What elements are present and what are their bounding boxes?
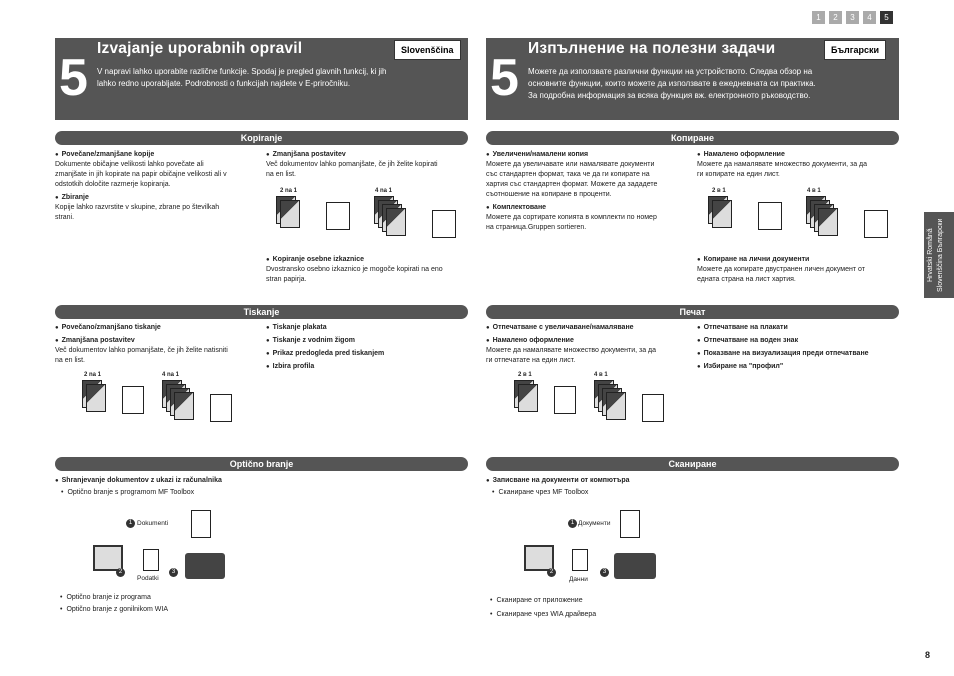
sl-print-right: ● Tiskanje plakata ● Tiskanje z vodnim žigom ● Prikaz predogleda pred tiskanjem ● Izbira profila — [266, 323, 471, 372]
bg-print-4in1-label: 4 в 1 — [594, 372, 608, 378]
sl-copy-right: ● Zmanjšana postavitev Več dokumentov lahko pomanjšate, če jih želite kopirati na en list. — [266, 150, 471, 180]
sl-print-2in1-label: 2 na 1 — [84, 372, 102, 378]
bg-lang-badge: Български — [824, 40, 886, 60]
page-nav-1[interactable]: 1 — [812, 11, 825, 24]
sl-intro: V napravi lahko uporabite različne funkcije. Spodaj je pregled glavnih funkcij, ki jih lahko redno uporabljate. Podrobnosti o funkcijah najdete v E-priročniku. — [97, 67, 387, 88]
sl-copy-bar: Kopiranje — [55, 131, 468, 145]
page-nav-3[interactable]: 3 — [846, 11, 859, 24]
sl-monitor-icon — [93, 545, 123, 571]
sl-print-4in1-label: 4 na 1 — [162, 372, 180, 378]
sl-print-bar: Tiskanje — [55, 305, 468, 319]
sl-copy-left: ● Povečane/zmanjšane kopije Dokumente običajne velikosti lahko povečate ali zmanjšate in jih kopirate na papir običajne velikosti ali v odstotkih določite razmerje kopiranja. ● Zbiranje Kopije lahko razvrstite v skupine, zbrane po številkah strani. — [55, 150, 255, 223]
bg-print-bar: Печат — [486, 305, 899, 319]
sl-print-layout-figure — [82, 380, 252, 430]
page-nav-2[interactable]: 2 — [829, 11, 842, 24]
language-side-tab: Hrvatski Română Slovenščina Български — [924, 212, 954, 298]
bg-print-layout-figure — [514, 380, 684, 430]
sl-scan-text: ● Shranjevanje dokumentov z ukazi iz računalnika • Optično branje s programom MF Toolbox — [55, 476, 465, 498]
page-nav-5[interactable]: 5 — [880, 11, 893, 24]
bg-copy-2in1-label: 2 в 1 — [712, 188, 726, 194]
bg-scan-text: ● Записване на документи от компютъра • Сканиране чрез MF Toolbox — [486, 476, 896, 498]
bg-printer-icon — [614, 553, 656, 579]
bg-step-number: 5 — [490, 49, 519, 107]
bg-header — [486, 38, 899, 120]
bg-scan-bullets: • Сканиране от приложение • Сканиране чрез WIA драйвера — [490, 596, 790, 620]
bg-intro: Можете да използвате различни функции на устройството. Следва обзор на основните функции, които можете да използвате в ежедневната си практика. За подробна информация за всяка функция вж. електронното ръководство. — [528, 67, 816, 100]
bg-print-2in1-label: 2 в 1 — [518, 372, 532, 378]
sl-header — [55, 38, 468, 120]
page-number: 8 — [924, 650, 930, 660]
sl-print-left: ● Povečano/zmanjšano tiskanje ● Zmanjšana postavitev Več dokumentov lahko pomanjšate, če jih želite natisniti na en list. — [55, 323, 265, 366]
sl-copy-2in1-label: 2 na 1 — [280, 188, 298, 194]
bg-copy-left: ● Увеличени/намалени копия Можете да увеличавате или намалявате документи със стандартен формат, така че да ги копирате на хартия със стандартен формат. Можете да зададете съотношение на копиране в проценти. ● Комплектоване Можете да сортирате копията в комплекти по номер на страница.Gruppen sortieren. — [486, 150, 696, 233]
sl-lang-badge: Slovenščina — [394, 40, 461, 60]
sl-scan-bullets: • Optično branje iz programa • Optično branje z gonilnikom WIA — [60, 593, 360, 615]
page-nav-4[interactable]: 4 — [863, 11, 876, 24]
bg-copy-bar: Копиране — [486, 131, 899, 145]
bg-copy-layout-figure — [708, 196, 898, 254]
bg-scan-bar: Сканиране — [486, 457, 899, 471]
bg-print-left: ● Отпечатване с увеличаване/намаляване ● Намалено оформление Можете да намалявате множество документи, за да ги отпечатате на един лист. — [486, 323, 696, 366]
sl-copy-layout-figure — [276, 196, 466, 254]
sl-copy-id: ● Kopiranje osebne izkaznice Dvostransko osebno izkaznico je mogoče kopirati na eno stran papirja. — [266, 255, 471, 285]
sl-printer-icon — [185, 553, 225, 579]
bg-monitor-icon — [524, 545, 554, 571]
sl-title: Izvajanje uporabnih opravil — [97, 40, 303, 57]
bg-copy-right: ● Намалено оформление Можете да намалявате множество документи, за да ги копирате на един лист. — [697, 150, 902, 180]
bg-copy-id: ● Копиране на лични документи Можете да копирате двустранен личен документ от едната страна на лист хартия. — [697, 255, 902, 285]
sl-scan-diagram: Dokumenti 1 Podatki 2 3 — [85, 505, 225, 590]
sl-step-number: 5 — [59, 49, 88, 107]
bg-print-right: ● Отпечатване на плакати ● Отпечатване на воден знак ● Показване на визуализация преди отпечатване ● Избиране на "профил" — [697, 323, 902, 372]
bg-title: Изпълнение на полезни задачи — [528, 40, 776, 57]
bg-scan-diagram: Документи 1 Данни 2 3 — [516, 505, 656, 590]
sl-copy-4in1-label: 4 na 1 — [375, 188, 393, 194]
sl-scan-bar: Optično branje — [55, 457, 468, 471]
bg-copy-4in1-label: 4 в 1 — [807, 188, 821, 194]
page-nav — [812, 11, 893, 24]
